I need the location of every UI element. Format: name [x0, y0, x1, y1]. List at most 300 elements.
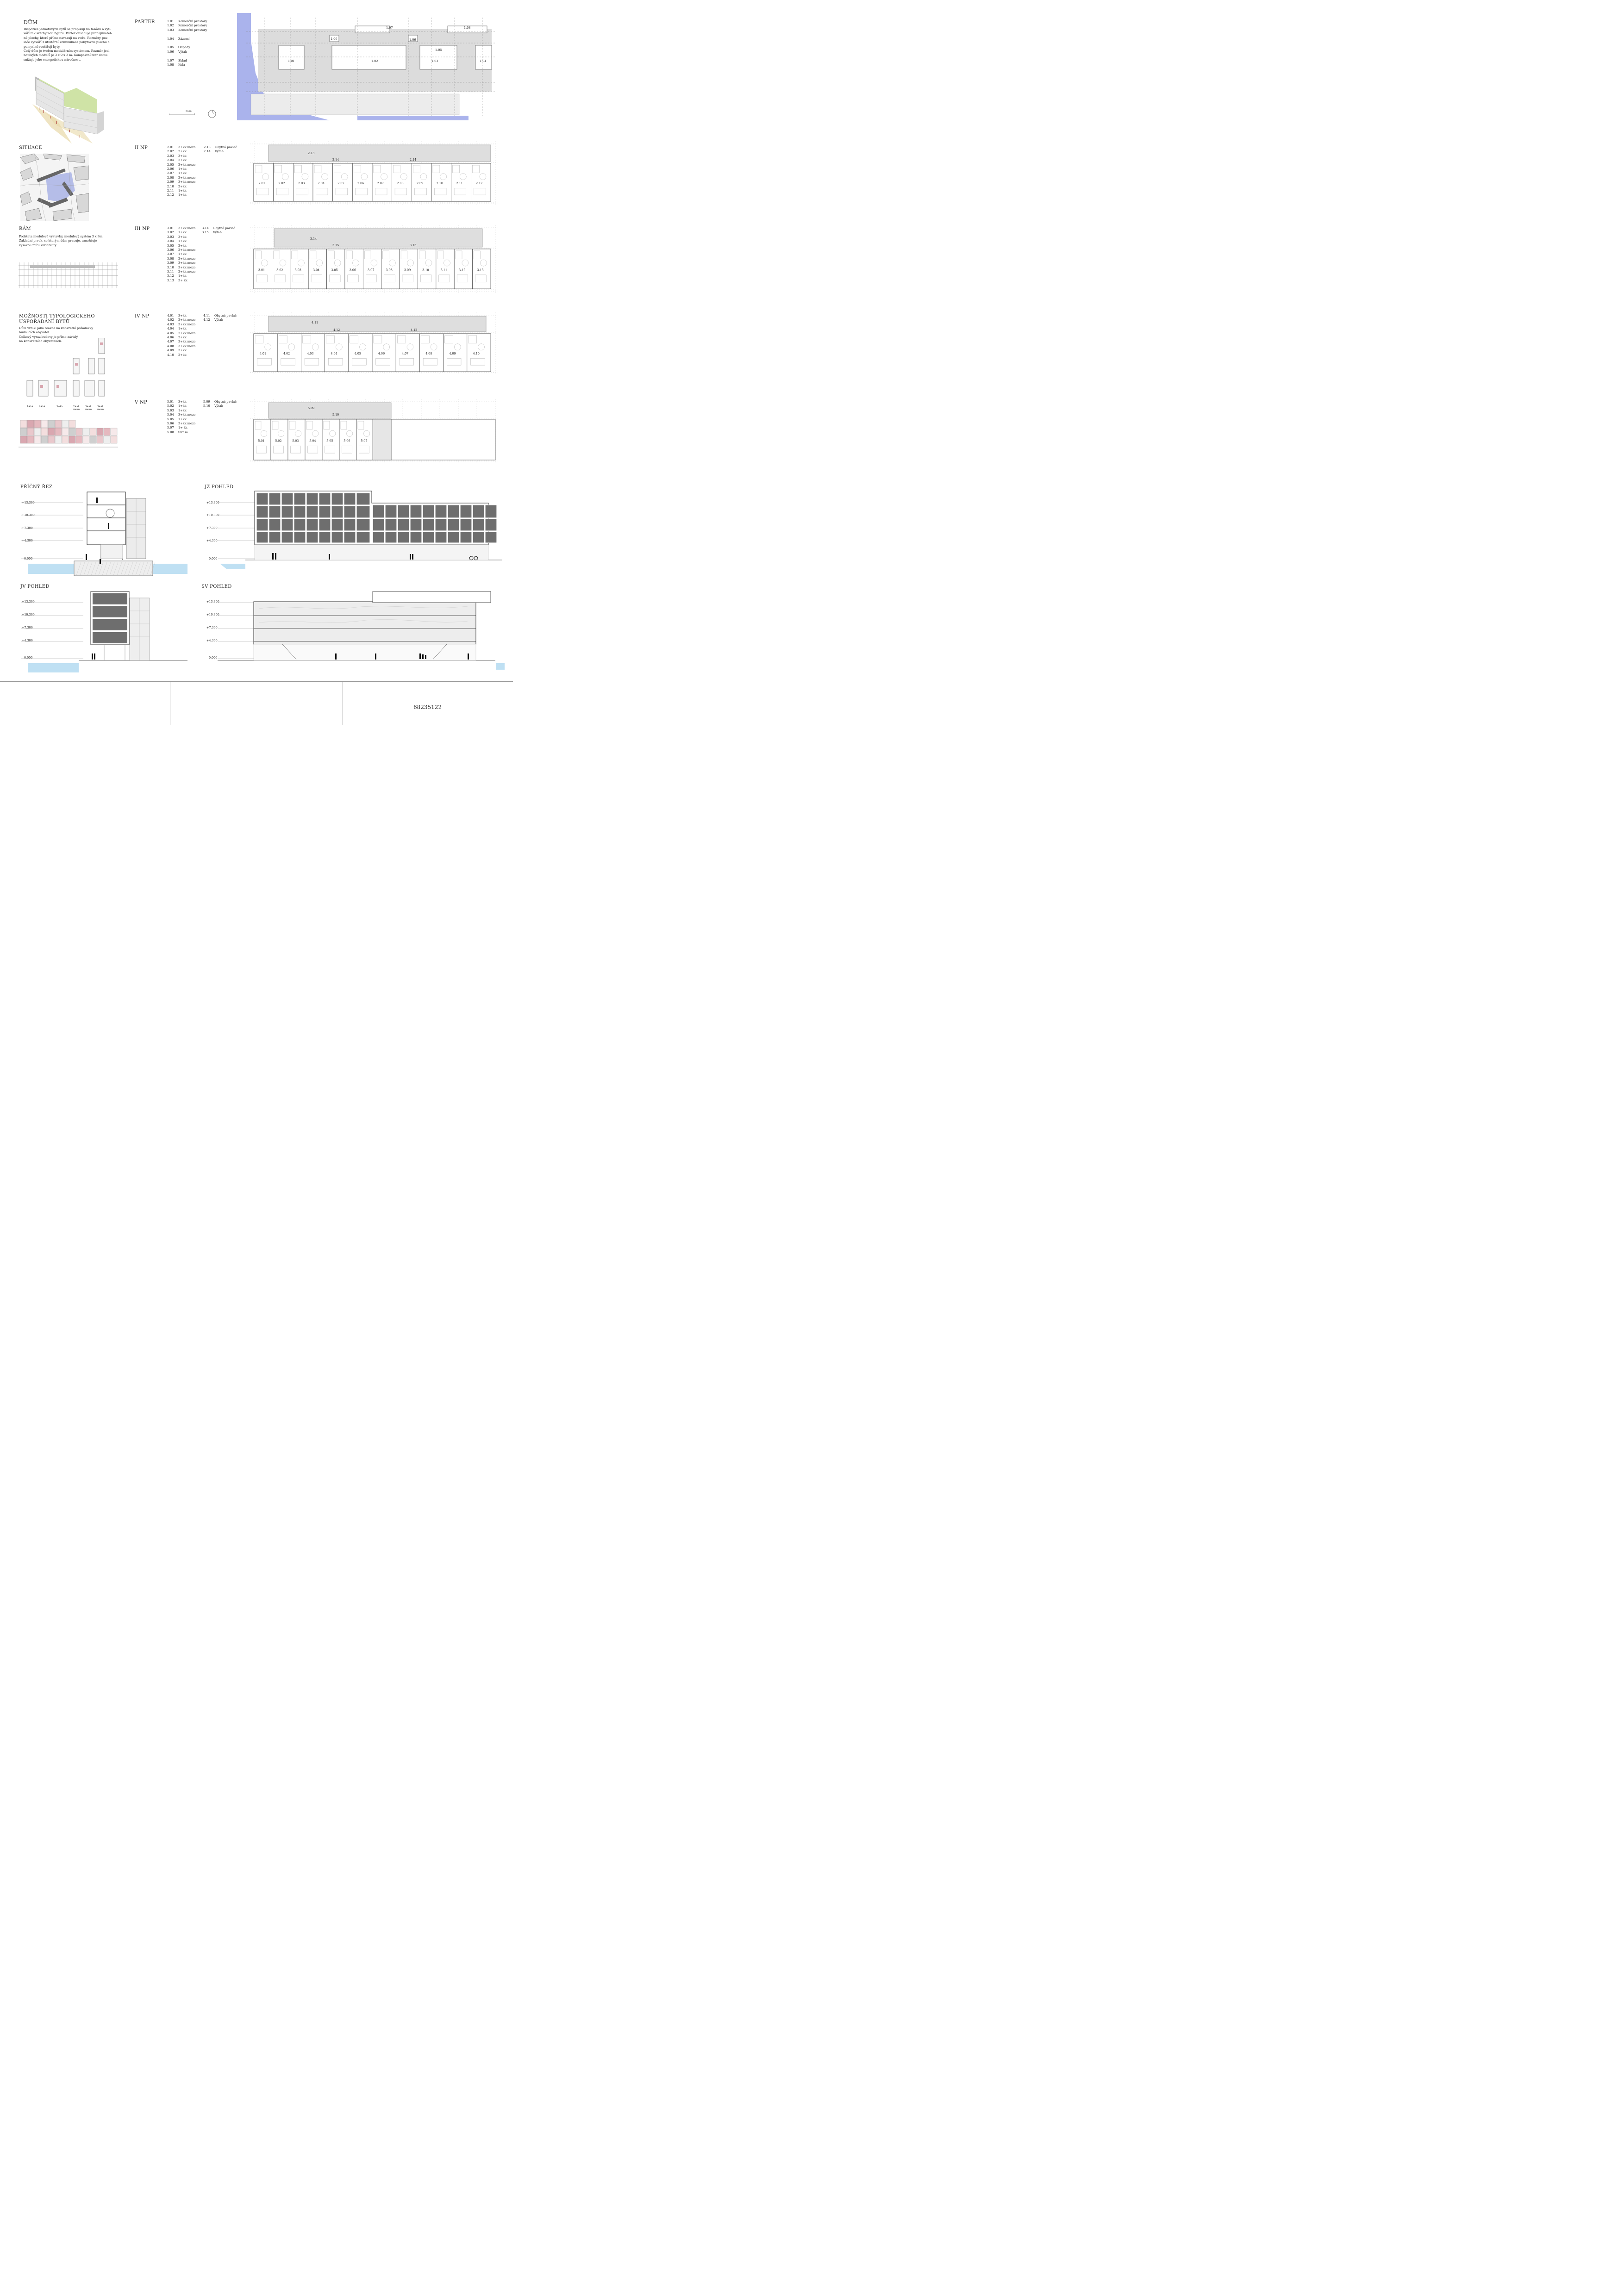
legend-label: 1+kk	[178, 417, 187, 421]
legend-code: 3.14	[202, 226, 209, 230]
legend-label: 1+kk	[178, 274, 187, 278]
legend-row	[167, 158, 195, 162]
unit-label: 2.06	[357, 181, 364, 186]
legend-row	[167, 417, 195, 422]
facade-panel	[373, 532, 384, 543]
legend-label: 3+kk mezo	[178, 265, 196, 269]
facade-panel	[256, 493, 268, 505]
facade-panel	[410, 519, 422, 531]
legend-code: 4.04	[167, 327, 174, 331]
legend-label: Výtah	[213, 230, 222, 235]
legend-row	[167, 426, 195, 430]
facade-panel	[269, 532, 281, 543]
legend-row	[167, 193, 195, 197]
level-label: 0.000	[24, 656, 33, 660]
unit-label: 3.13	[477, 268, 484, 272]
np4-floor-plan	[250, 312, 498, 375]
room-label: 1.06	[331, 37, 337, 41]
room-label: 1.07	[386, 26, 393, 30]
legend-row	[202, 230, 235, 235]
legend-label: 1+ kk	[178, 426, 187, 430]
unit-label: 5.04	[309, 439, 316, 443]
legend-row	[167, 24, 207, 28]
parter-legend	[167, 19, 207, 67]
legend-code: 5.05	[167, 417, 174, 421]
facade-panel	[319, 519, 331, 531]
legend-code: 5.09	[203, 400, 210, 404]
facade-panel	[448, 532, 459, 543]
legend-code	[167, 54, 178, 58]
unit-label: 3.10	[422, 268, 429, 272]
legend-label: 3+kk mezo	[178, 180, 196, 184]
module-cell	[20, 420, 27, 428]
module-cell	[104, 428, 110, 436]
legend-code: 5.01	[167, 400, 174, 404]
legend-code: 5.02	[167, 404, 174, 408]
legend-code: 5.08	[167, 430, 174, 434]
facade-panel	[356, 519, 370, 531]
facade-panel	[294, 519, 306, 531]
unit-label: 3.12	[459, 268, 466, 272]
unit-label: 3.09	[404, 268, 411, 272]
module-cell	[62, 428, 69, 436]
facade-panel	[256, 506, 268, 518]
module-cell	[69, 420, 75, 428]
legend-row	[167, 266, 195, 270]
legend-label: 2+kk	[178, 158, 187, 162]
scale-label: 5000	[186, 110, 192, 113]
facade-panel	[473, 532, 484, 543]
facade-panel	[435, 532, 447, 543]
facade-panel	[398, 505, 409, 518]
unit-label: 4.10	[473, 352, 480, 356]
legend-code: 4.03	[167, 322, 174, 326]
facade-panel	[319, 532, 331, 543]
jv-title: JV POHLED	[20, 584, 50, 589]
legend-code: 2.02	[167, 149, 174, 154]
room-label: 1.06	[409, 38, 416, 42]
unit-label: 5.02	[275, 439, 282, 443]
room-label: 1.03	[431, 59, 438, 63]
legend-row	[167, 41, 207, 45]
room-label: 1.08	[464, 26, 471, 30]
legend-code: 2.05	[167, 162, 174, 167]
legend-label: 3+kk mezo	[178, 422, 196, 426]
gallery-band	[274, 229, 482, 247]
legend-code: 1.08	[167, 63, 174, 67]
frame-module-drawing	[19, 261, 118, 289]
module-cell	[83, 436, 89, 443]
legend-row	[167, 171, 195, 175]
module-cell	[34, 428, 41, 436]
legend-label: 3+kk mezo	[178, 413, 196, 417]
legend-code: 3.08	[167, 256, 174, 261]
ram-text: Podstata modulové výstavby, modulový systém 3 x 9m. Základní prvek, se kterým dům pracuje, umožňuje vysokou míru variability.	[19, 235, 104, 247]
np5-legend	[167, 400, 195, 435]
module-cell	[27, 436, 34, 443]
legend-row	[167, 167, 195, 171]
legend-label: Kola	[178, 63, 185, 67]
facade-panel	[485, 532, 497, 543]
module-cell	[20, 436, 27, 443]
legend-row	[167, 230, 195, 235]
legend-row	[203, 404, 237, 408]
sv-title: SV POHLED	[201, 584, 232, 589]
facade-panel	[319, 493, 331, 505]
module-cell	[97, 428, 103, 436]
facade-panel	[281, 506, 293, 518]
facade-panel	[306, 493, 318, 505]
legend-row	[167, 344, 195, 348]
unit-label: 3.03	[294, 268, 301, 272]
legend-code: 2.13	[204, 145, 211, 149]
legend-label: 1+kk	[178, 193, 187, 197]
facade-panel	[448, 519, 459, 531]
legend-code: 2.12	[167, 193, 174, 197]
facade-panel	[269, 493, 281, 505]
legend-code: 2.14	[204, 149, 211, 154]
facade-panel	[344, 493, 356, 505]
legend-label: Obytná pavlač	[214, 400, 237, 404]
unit-label: 2.11	[456, 181, 463, 186]
space-label: 3.14	[310, 237, 317, 241]
module-cell	[90, 436, 96, 443]
facade-panel	[269, 506, 281, 518]
legend-label: 3+kk mezo	[178, 322, 196, 326]
legend-code: 2.08	[167, 175, 174, 180]
legend-row	[167, 45, 207, 50]
site-plan-map	[20, 154, 89, 221]
cross-section-drawing	[19, 488, 190, 579]
parter-floor-plan	[237, 13, 499, 120]
roof-area	[391, 419, 495, 460]
legend-code: 1.05	[167, 45, 174, 50]
unit-label: 5.01	[258, 439, 265, 443]
legend-label: 1+kk	[178, 239, 187, 243]
unit-label: 3.01	[258, 268, 265, 272]
facade-panel	[410, 505, 422, 518]
unit-label: 4.07	[402, 352, 409, 356]
unit-label: 3.08	[386, 268, 393, 272]
legend-row	[167, 50, 207, 54]
unit-label: 5.06	[344, 439, 350, 443]
legend-code: 1.01	[167, 19, 174, 23]
legend-code: 1.06	[167, 50, 174, 54]
facade-typology-drawing	[19, 417, 118, 449]
legend-code: 4.02	[167, 318, 174, 322]
module-cell	[34, 420, 41, 428]
np2-legend-2	[204, 145, 237, 154]
legend-code: 1.03	[167, 28, 174, 32]
legend-label: 1+kk	[178, 167, 187, 171]
moznosti-text: Dům vznikl jako reakce na konkrétní požadavky budoucích obyvatel. Celkový výraz budovy je přímo závislý na konkrétních obyvatelích.	[19, 326, 94, 343]
legend-code: 3.10	[167, 265, 174, 269]
legend-row	[167, 340, 195, 344]
unit-label: 2.09	[417, 181, 424, 186]
legend-row	[167, 279, 195, 283]
module-cell	[41, 428, 48, 436]
level-label: +13.300	[206, 600, 219, 604]
legend-row	[167, 59, 207, 63]
np3-legend	[167, 226, 195, 283]
facade-panel	[294, 493, 306, 505]
facade-panel	[385, 519, 397, 531]
legend-label: 2+kk mezo	[178, 256, 196, 261]
situace-title: SITUACE	[19, 145, 42, 150]
legend-label: Výtah	[178, 50, 187, 54]
legend-row	[167, 252, 195, 256]
facade-panel	[423, 532, 434, 543]
level-label: +7.300	[22, 626, 33, 629]
module-cell	[41, 436, 48, 443]
sw-elevation-drawing	[218, 488, 505, 576]
space-label: 2.14	[332, 158, 339, 162]
legend-code: 3.04	[167, 239, 174, 243]
facade-panel	[448, 505, 459, 518]
level-label: +10.300	[22, 613, 35, 616]
legend-label: 3+kk	[178, 348, 187, 353]
legend-code: 2.03	[167, 154, 174, 158]
level-label: +10.300	[22, 513, 35, 517]
legend-label: 2+kk	[178, 243, 187, 248]
level-label: +4.300	[22, 539, 33, 542]
legend-row	[167, 154, 195, 158]
legend-code: 4.07	[167, 340, 174, 344]
legend-row	[204, 145, 237, 149]
legend-label: 3+kk mezo	[178, 344, 196, 348]
legend-row	[167, 54, 207, 58]
module-cell	[55, 428, 62, 436]
legend-label: 2+kk mezo	[178, 248, 196, 252]
unit-label: 5.03	[292, 439, 299, 443]
dum-text: Dispozice jednotlivých bytů se propisují na fasádu a vyt- váří tak světbytnou figuru. Parter obsahuje pronajímatel- né plochy, které přímo navazují na vodu. Rozměry pav- lače vytváří z utilitární komunikace pobytovou plochu a pomyslně rozšiřují byty. Celý dům je tvořen modulárním systémem. Rozměr jed- notlivých modulů je 3 x 9 x 3 m. Kompaktní tvar domu snižuje jeho energetickou náročnost.	[24, 27, 112, 62]
legend-row	[167, 244, 195, 248]
legend-label: 2+kk mezo	[178, 318, 196, 322]
module-cell	[83, 428, 89, 436]
facade-panel	[331, 506, 343, 518]
gallery-band	[269, 145, 491, 162]
legend-code: 3.03	[167, 235, 174, 239]
legend-code: 4.10	[167, 353, 174, 357]
legend-label: 3+kk	[178, 235, 187, 239]
gallery-band	[269, 316, 486, 332]
room-label: 1.02	[371, 59, 378, 63]
unit-label: 4.04	[331, 352, 337, 356]
legend-row	[167, 180, 195, 184]
legend-label: 1+kk	[178, 189, 187, 193]
legend-row	[203, 318, 237, 322]
legend-code: 3.01	[167, 226, 174, 230]
room-label: 1.04	[480, 59, 487, 63]
unit-label: 3.05	[331, 268, 338, 272]
facade-panel	[256, 519, 268, 531]
unit-label: 3.02	[276, 268, 283, 272]
legend-label: 1+kk	[178, 252, 187, 256]
module-cell	[111, 436, 117, 443]
facade-panel	[306, 519, 318, 531]
legend-row	[167, 257, 195, 261]
legend-row	[167, 348, 195, 353]
module-cell	[55, 420, 62, 428]
legend-label: 3+ kk	[178, 278, 187, 282]
module-cell	[27, 420, 34, 428]
space-label: 2.14	[410, 158, 417, 162]
module-cell	[97, 436, 103, 443]
facade-panel	[473, 519, 484, 531]
facade-panel	[331, 519, 343, 531]
unit-label: 4.02	[283, 352, 290, 356]
space-label: 4.12	[411, 328, 418, 332]
legend-row	[204, 149, 237, 154]
legend-code: 3.09	[167, 261, 174, 265]
facade-panel	[269, 519, 281, 531]
unit-label: 2.07	[377, 181, 384, 186]
unit-label: 5.07	[361, 439, 368, 443]
legend-code: 4.06	[167, 336, 174, 340]
unit-label: 2.08	[397, 181, 404, 186]
legend-label: Výtah	[215, 149, 224, 154]
level-label: +13.300	[22, 501, 35, 504]
legend-label: Výtah	[214, 318, 224, 322]
legend-row	[167, 226, 195, 230]
legend-code: 1.04	[167, 37, 174, 41]
legend-row	[167, 270, 195, 274]
facade-panel	[306, 506, 318, 518]
facade-panel	[385, 532, 397, 543]
facade-panel	[306, 532, 318, 543]
np4-legend-2	[203, 314, 237, 323]
legend-label: 1+kk	[178, 404, 187, 408]
module-cell	[27, 428, 34, 436]
legend-code: 2.07	[167, 171, 174, 175]
legend-row	[167, 19, 207, 24]
legend-row	[167, 430, 195, 435]
unit-label: 2.01	[258, 181, 265, 186]
legend-code: 4.01	[167, 314, 174, 317]
module-cell	[48, 420, 55, 428]
facade-panel	[344, 506, 356, 518]
se-elevation-drawing	[19, 588, 190, 676]
facade-panel	[344, 519, 356, 531]
facade-panel	[410, 532, 422, 543]
np3-floor-plan	[250, 225, 498, 294]
legend-label: 3+kk mezo	[178, 340, 196, 344]
axonometry-drawing	[28, 69, 106, 146]
legend-label: 2+kk mezo	[178, 331, 196, 335]
facade-panel	[460, 532, 472, 543]
moznosti-title-1: MOŽNOSTI TYPOLOGICKÉHO	[19, 314, 95, 319]
module-cell	[104, 436, 110, 443]
space-label: 4.12	[333, 328, 340, 332]
legend-code: 3.15	[202, 230, 209, 235]
room-label: 1.01	[288, 59, 295, 63]
facade-panel	[294, 506, 306, 518]
module-cell	[34, 436, 41, 443]
legend-row	[167, 353, 195, 357]
unit-label: 3.06	[349, 268, 356, 272]
terrace	[373, 419, 391, 460]
space-label: 3.15	[332, 243, 339, 247]
legend-code: 1.02	[167, 24, 174, 28]
legend-row	[167, 331, 195, 336]
legend-row	[167, 413, 195, 417]
module-cell	[41, 420, 48, 428]
legend-row	[167, 149, 195, 154]
legend-row	[167, 163, 195, 167]
facade-panel	[423, 505, 434, 518]
legend-row	[167, 422, 195, 426]
legend-row	[167, 32, 207, 37]
legend-code: 2.09	[167, 180, 174, 184]
facade-panel	[385, 505, 397, 518]
legend-row	[167, 185, 195, 189]
legend-row	[202, 226, 235, 230]
jz-title: JZ POHLED	[205, 485, 234, 490]
facade-panel	[331, 532, 343, 543]
facade-panel	[344, 532, 356, 543]
unit-label: 4.01	[259, 352, 267, 356]
legend-code: 3.11	[167, 270, 174, 274]
legend-label: 3+kk mezo	[178, 226, 196, 230]
facade-panel	[356, 506, 370, 518]
legend-code: 3.07	[167, 252, 174, 256]
space-label: 5.09	[308, 406, 315, 410]
facade-panel	[373, 505, 384, 518]
module-cell	[69, 428, 75, 436]
level-label: +7.300	[22, 526, 33, 530]
parter-title: PARTER	[135, 19, 155, 25]
legend-code: 4.05	[167, 331, 174, 335]
legend-label: 3+kk	[178, 314, 187, 317]
facade-panel	[398, 532, 409, 543]
legend-label: 2+kk	[178, 353, 187, 357]
legend-label: 3+kk mezo	[178, 261, 196, 265]
legend-code: 4.12	[203, 318, 210, 322]
space-label: 3.15	[410, 243, 417, 247]
legend-code: 3.06	[167, 248, 174, 252]
module-cell	[20, 428, 27, 436]
module-cell	[90, 428, 96, 436]
room-label: 1.05	[435, 48, 442, 52]
legend-label: Komerční prostory	[178, 28, 207, 32]
level-label: +7.300	[206, 526, 218, 530]
legend-row	[167, 318, 195, 322]
np5-title: V NP	[135, 400, 148, 405]
footer-divider	[0, 681, 513, 682]
legend-code: 5.04	[167, 413, 174, 417]
legend-row	[167, 409, 195, 413]
space-label: 2.13	[308, 151, 315, 155]
legend-label: terasa	[178, 430, 188, 434]
np5-legend-2	[203, 400, 237, 409]
legend-code: 5.06	[167, 422, 174, 426]
legend-code: 3.12	[167, 274, 174, 278]
np2-title: II NP	[135, 145, 148, 150]
legend-label: 1+kk	[178, 171, 187, 175]
level-label: 0.000	[209, 557, 218, 560]
module-cell	[62, 436, 69, 443]
legend-code	[167, 41, 178, 45]
legend-label: 3+kk	[178, 154, 187, 158]
legend-code: 5.07	[167, 426, 174, 430]
legend-code: 3.13	[167, 278, 174, 282]
legend-label: Komerční prostory	[178, 24, 207, 28]
legend-label: 1+kk	[178, 408, 187, 412]
project-code: 68235122	[413, 704, 442, 710]
unit-label: 3.07	[368, 268, 375, 272]
np2-floor-plan	[250, 141, 498, 206]
legend-code: 4.09	[167, 348, 174, 353]
